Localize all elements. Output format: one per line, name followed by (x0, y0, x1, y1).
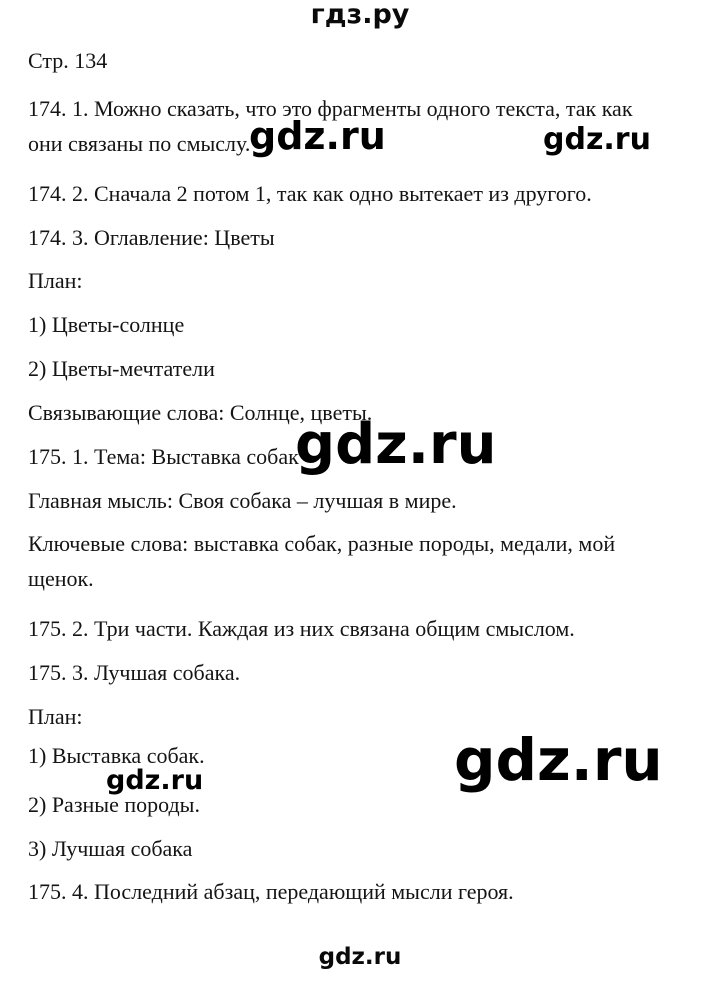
answer-line: 175. 1. Тема: Выставка собак (28, 444, 299, 469)
watermark-logo: gdz.ru (249, 114, 386, 158)
watermark-logo: gdz.ru (454, 726, 663, 794)
answer-line: они связаны по смыслу. (28, 131, 251, 156)
watermark-logo: gdz.ru (543, 122, 651, 157)
plan-item: 2) Цветы-мечтатели (28, 356, 215, 381)
page-number-label: Стр. 134 (28, 48, 108, 73)
answer-line: 175. 3. Лучшая собака. (28, 660, 241, 685)
watermark-logo: gdz.ru (295, 412, 497, 477)
answer-line: Главная мысль: Своя собака – лучшая в мире. (28, 488, 457, 513)
site-logo-header: гдз.ру (310, 0, 410, 30)
answer-line: 174. 3. Оглавление: Цветы (28, 225, 275, 250)
answer-line: 174. 2. Сначала 2 потом 1, так как одно вытекает из другого. (28, 181, 592, 206)
plan-item: 1) Выставка собак. (28, 743, 205, 768)
answer-line: 175. 2. Три части. Каждая из них связана общим смыслом. (28, 616, 575, 641)
plan-item: 1) Цветы-солнце (28, 312, 185, 337)
answer-line: 174. 1. Можно сказать, что это фрагменты одного текста, так как (28, 96, 633, 121)
plan-item: 3) Лучшая собака (28, 836, 193, 861)
answer-line: щенок. (28, 566, 94, 591)
watermark-logo: gdz.ru (106, 765, 204, 796)
plan-heading: План: (28, 704, 83, 729)
answer-line: Ключевые слова: выставка собак, разные породы, медали, мой (28, 531, 616, 556)
answer-line: Связывающие слова: Солнце, цветы. (28, 400, 373, 425)
plan-heading: План: (28, 268, 83, 293)
answer-line: 175. 4. Последний абзац, передающий мысли героя. (28, 879, 514, 904)
plan-item: 2) Разные породы. (28, 792, 200, 817)
site-logo-footer: gdz.ru (318, 944, 402, 970)
